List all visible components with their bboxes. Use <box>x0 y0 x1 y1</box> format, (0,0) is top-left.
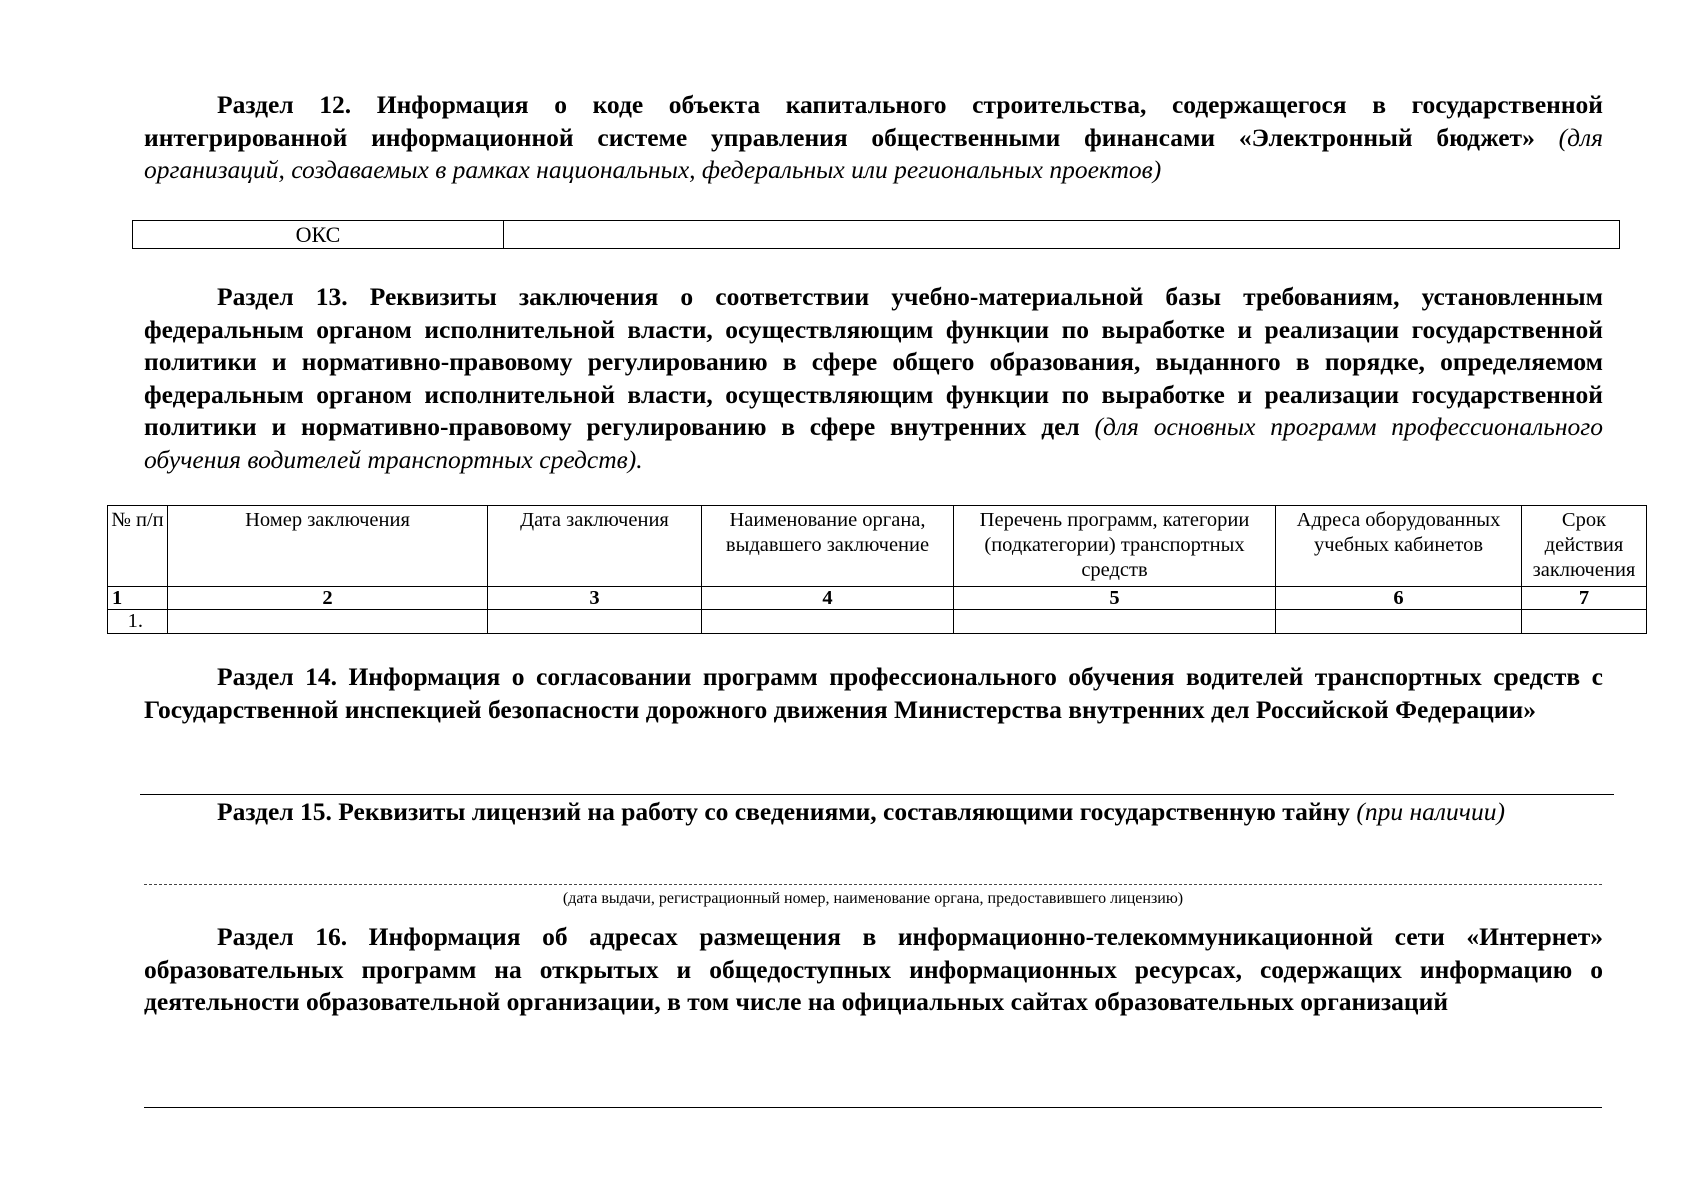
col-header-issuing-authority: Наименование органа, выдавшего заключение <box>702 506 954 587</box>
section-15-fill-line[interactable] <box>144 884 1602 885</box>
section-15-paragraph <box>144 796 1603 829</box>
section-16-heading: Раздел 16. Информация об адресах размещения в информационно-телекоммуникационной сети «Интернет» образовательных программ на открытых и общедоступных информационных ресурсах, содержащих информацию о деятельности образовательной организации, в том числе на официальных сайтах образовательных организаций <box>144 922 1603 1016</box>
table-row <box>133 221 1620 249</box>
column-number: 6 <box>1276 587 1522 610</box>
column-number: 5 <box>954 587 1276 610</box>
col-header-number: № п/п <box>108 506 168 587</box>
section-13-heading: Раздел 13. Реквизиты заключения о соответствии учебно-материальной базы требованиям, установленным федеральным органом исполнительной власти, осуществляющим функции по выработке и реализации государственной политики и нормативно-правовому регулированию в сфере общего образования, выданного в порядке, определяемом федеральным органом исполнительной власти, осуществляющим функции по выработке и реализации государственной политики и нормативно-правовому регулированию в сфере внутренних дел <box>144 282 1603 441</box>
oks-label-cell: ОКС <box>133 221 504 249</box>
column-number-row <box>108 587 1647 610</box>
section-15-note: (при наличии) <box>1356 797 1505 826</box>
column-number: 4 <box>702 587 954 610</box>
table-cell[interactable] <box>1276 610 1522 634</box>
table-cell[interactable] <box>488 610 702 634</box>
col-header-programs-list: Перечень программ, категории (подкатегории) транспортных средств <box>954 506 1276 587</box>
table-header-row <box>108 506 1647 587</box>
col-header-validity-period: Срок действия заключения <box>1522 506 1647 587</box>
col-header-conclusion-number: Номер заключения <box>168 506 488 587</box>
section-15-heading: Раздел 15. Реквизиты лицензий на работу со сведениями, составляющими государственную тайну <box>217 797 1351 826</box>
section-14-paragraph <box>144 661 1603 726</box>
oks-table <box>132 220 1620 249</box>
section-13-note: (для основных программ профессионального обучения водителей транспортных средств). <box>144 412 1603 474</box>
table-row <box>108 610 1647 634</box>
column-number: 3 <box>488 587 702 610</box>
oks-value-cell[interactable] <box>504 221 1620 249</box>
column-number: 1 <box>108 587 168 610</box>
conclusion-requisites-table <box>107 505 1647 634</box>
col-header-classroom-addresses: Адреса оборудованных учебных кабинетов <box>1276 506 1522 587</box>
section-14-fill-line[interactable] <box>140 794 1614 795</box>
section-12-note: (для организаций, создаваемых в рамках национальных, федеральных или региональных проектов) <box>144 122 1604 184</box>
row-index-cell: 1. <box>108 610 168 634</box>
section-16-fill-line[interactable] <box>144 1107 1602 1108</box>
section-13-paragraph <box>144 281 1603 476</box>
section-16-paragraph <box>144 921 1603 1019</box>
column-number: 7 <box>1522 587 1647 610</box>
section-12-paragraph <box>144 89 1603 187</box>
table-cell[interactable] <box>1522 610 1647 634</box>
table-cell[interactable] <box>954 610 1276 634</box>
section-12-heading: Раздел 12. Информация о коде объекта капитального строительства, содержащегося в государственной интегрированной информационной системе управления общественными финансами «Электронный бюджет» <box>144 90 1603 152</box>
section-14-heading: Раздел 14. Информация о согласовании программ профессионального обучения водителей транспортных средств с Государственной инспекцией безопасности дорожного движения Министерства внутренних дел Российской Федерации» <box>144 662 1603 724</box>
table-cell[interactable] <box>702 610 954 634</box>
section-15-line-caption: (дата выдачи, регистрационный номер, наименование органа, предоставившего лицензию) <box>562 890 1184 907</box>
table-cell[interactable] <box>168 610 488 634</box>
column-number: 2 <box>168 587 488 610</box>
col-header-conclusion-date: Дата заключения <box>488 506 702 587</box>
